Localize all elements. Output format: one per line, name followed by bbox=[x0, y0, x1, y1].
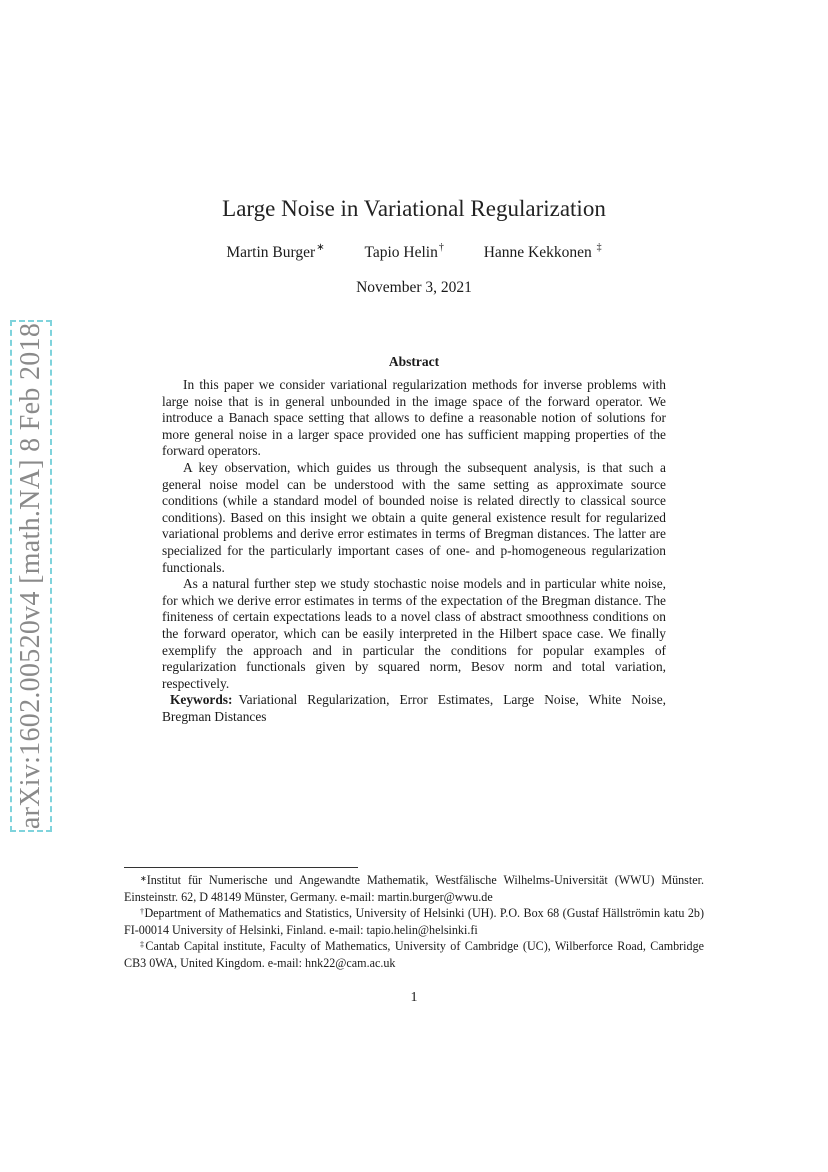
arxiv-identifier-stamp bbox=[10, 320, 52, 832]
author-footnote-mark: ‡ bbox=[596, 242, 602, 253]
abstract-paragraph: A key observation, which guides us through the subsequent analysis, is that such a general noise model can be understood with the same setting as approximate source conditions (while a standard model of bounded noise is related directly to classical source conditions). Based on this insight we obtain a quite general existence result for regularized variational problems and derive error estimates in terms of Bregman distances. The latter are specialized for the particularly important cases of one- and p-homogeneous regularization functionals. bbox=[162, 459, 666, 575]
abstract-heading: Abstract bbox=[388, 354, 440, 369]
footnote-mark: † bbox=[140, 907, 145, 916]
author-list bbox=[0, 244, 828, 262]
keywords-label: Keywords: bbox=[170, 692, 233, 708]
footnote-text: Cantab Capital institute, Faculty of Mathematics, University of Cambridge (UC), Wilberforce Road, Cambridge CB3 0WA, United Kingdom. e-mail: hnk22@cam.ac.uk bbox=[124, 939, 705, 970]
author-footnote-mark: † bbox=[438, 242, 444, 253]
footnote-divider bbox=[124, 867, 358, 868]
footnote-mark: ‡ bbox=[140, 940, 146, 949]
paper-title: Large Noise in Variational Regularization bbox=[222, 196, 606, 221]
author-footnote-mark: ∗ bbox=[316, 242, 325, 253]
footnote-helin bbox=[124, 905, 704, 938]
author-name: Tapio Helin bbox=[364, 244, 438, 261]
arxiv-identifier-text: arXiv:1602.00520v4 [math.NA] 8 Feb 2018 bbox=[15, 322, 46, 830]
abstract-body bbox=[162, 377, 666, 725]
author-helin bbox=[364, 244, 443, 262]
footnote-burger bbox=[124, 872, 704, 905]
footnote-text: Department of Mathematics and Statistics, University of Helsinki (UH). P.O. Box 68 (Gustaf Hällströmin katu 2b) FI-00014 University of Helsinki, Finland. e-mail: tapio.helin@helsinki.fi bbox=[124, 906, 705, 937]
abstract-paragraph: As a natural further step we study stochastic noise models and in particular white noise, for which we derive error estimates in terms of the expectation of the Bregman distance. The finiteness of certain expectations leads to a novel class of abstract smoothness conditions on the forward operator, which can be easily interpreted in the Hilbert space case. We finally exemplify the approach and in particular the conditions for popular examples of regularization functionals given by squared norm, Besov norm and total variation, respectively. bbox=[162, 576, 666, 691]
footnotes bbox=[124, 872, 704, 971]
footnote-mark: ∗ bbox=[140, 874, 147, 883]
footnote-kekkonen bbox=[124, 938, 704, 971]
abstract-paragraph: In this paper we consider variational regularization methods for inverse problems with large noise that is in general unbounded in the image space of the forward operator. We introduce a Banach space setting that allows to define a reasonable notion of solutions for more general noise in a larger space provided one has sufficient mapping properties of the forward operators. bbox=[162, 377, 666, 459]
keywords-line bbox=[162, 692, 666, 725]
page-number: 1 bbox=[410, 990, 418, 1005]
keywords-text: Variational Regularization, Error Estimates, Large Noise, White Noise, Bregman Distances bbox=[162, 692, 666, 724]
author-name: Martin Burger bbox=[226, 244, 316, 261]
author-kekkonen bbox=[484, 244, 602, 262]
author-name: Hanne Kekkonen bbox=[483, 244, 592, 261]
footnote-text: Institut für Numerische und Angewandte Mathematik, Westfälische Wilhelms-Universität (WWU) Münster. Einsteinstr. 62, D 48149 Münster, Germany. e-mail: martin.burger@wwu.de bbox=[124, 873, 704, 904]
paper-date: November 3, 2021 bbox=[356, 279, 472, 296]
author-burger bbox=[226, 244, 324, 262]
